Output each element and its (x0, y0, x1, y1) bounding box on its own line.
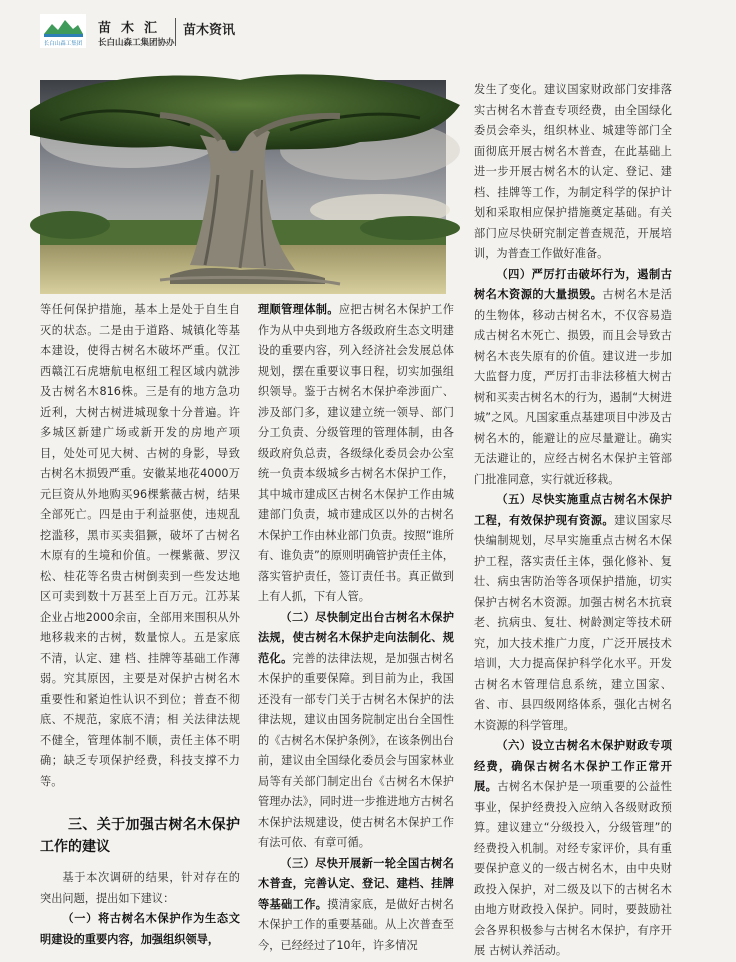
paragraph (474, 265, 672, 491)
paragraph (474, 490, 672, 736)
text-column-2 (258, 300, 454, 956)
paragraph (258, 854, 454, 957)
paragraph (474, 736, 672, 962)
forest-group-logo (40, 14, 86, 48)
section-name: 苗木资讯 (183, 23, 236, 38)
paragraph: 等任何保护措施，基本上是处于自生自灭的状态。二是由于道路、城镇化等基本建设，使得古树名木破坏严重。仅江西赣江石虎塘航电枢纽工程区域内就涉及古树名木816株。三是有的地方急功近利，大树古树进城现象十分普遍。许多城区新建广场或新开发的房地产项目，处处可见大树、古树的身影，导致古树名木损毁严重。安徽某地花4000万元巨资从外地购买96棵紫薇古树，结果全部死亡。四是由于利益驱使，违规乱挖滥移，黑市买卖猖獗，破坏了古树名木原有的生境和价值。一棵紫薇、罗汉松、桂花等名贵古树倒卖到一些发达地区可卖到数十万甚至上百万元。江苏某企业占地2000余亩，全部用来围积从外地移栽来的古树，数量惊人。五是家底不清，认定、建 档、挂牌等基础工作薄弱。究其原因，主要是对保护古树名木重要性和紧迫性认识不到位；普查不彻底、不规范，家底不清；相 关法律法规不健全，管理体制不顺，责任主体不明确；缺乏专项保护经费，科技支撑不力等。 (40, 303, 240, 788)
text-column-3 (474, 80, 672, 962)
bold-lead: （六）设立古树名木保护财政专项经费，确保古树名木保护工作正常开展。 (474, 739, 672, 793)
bold-lead: （二）尽快制定出台古树名木保护法规，使古树名木保护走向法制化、规范化。 (258, 610, 454, 665)
tree-illustration (40, 80, 446, 294)
paragraph-text: 完善的法律法规，是加强古树名木保护的重要保障。到目前为止，我国还没有一部专门关于古树名木保护的法律法规，建议由国务院制定出台全国性的《古树名木保护条例》，在该条例出台前，建议由全国绿化委员会与国家林业局等有关部门制定出台《古树名木保护管理办法》，同时进一步推进地方古树名木保护法规建设，使古树名木保护工作有法可依、有章可循。 (258, 651, 454, 849)
paragraph: 发生了变化。建议国家财政部门安排落实古树名木普查专项经费，由全国绿化委员会牵头，组织林业、城建等部门全面彻底开展古树名木普查，在此基础上进一步开展古树名木的认定、登记、建档、挂牌等工作，为制定科学的保护计划和采取相应保护措施奠定基础。有关部门应尽快研究制定普查规范，开展培训，为普查工作做好准备。 (474, 83, 672, 260)
bold-lead: （一）将古树名木保护作为生态文明建设的重要内容，加强组织领导， (40, 912, 240, 946)
paragraph-text: 摸清家底，是做好古树名木保护工作的重要基础。从上次普查至今，已经经过了10年，许多情况 (258, 897, 454, 952)
page-header (40, 14, 300, 54)
paragraph (258, 608, 454, 854)
text-column-1 (40, 300, 240, 950)
paragraph-text: 应把古树名木保护工作作为从中央到地方各级政府生态文明建设的重要内容，列入经济社会发展总体规划，摆在重要议事日程，切实加强组织领导。鉴于古树名木保护牵涉面广、涉及部门多，建议建立统一领导、部门分工负责、分级管理的管理体制，由各级政府负总责，各级绿化委员会办公室统一负责本级城乡古树名木保护工作，其中城市建成区古树名木保护工作由城建部门负责，城市建成区以外的古树名木保护工作由林业部门负责。按照“谁所有、谁负责”的原则明确管护责任主体，落实管护责任，签订责任书。真正做到上有人抓，下有人管。 (258, 303, 454, 603)
old-tree-photo (40, 80, 446, 294)
paragraph-text: 古树名木保护是一项重要的公益性事业，保护经费投入应纳入各级财政预算。建议建立“分级投入，分级管理”的经费投入机制。对经专家评价，具有重要保护意义的一级古树名木，由中央财政投入保护，对二级及以下的古树名木由地方财政投入保护。同时，要鼓励社会各界积极参与古树名木保护，有序开展 古树认养活动。 (474, 780, 672, 957)
magazine-subtitle: 长白山森工集团协办 (98, 38, 175, 48)
header-divider (175, 18, 176, 46)
bold-lead: 理顺管理体制。 (258, 303, 339, 316)
svg-text:长白山森工集团: 长白山森工集团 (43, 41, 83, 47)
paragraph-text: 建议国家尽快编制规划，尽早实施重点古树名木保护工程，落实责任主体，强化修补、复壮、病虫害防治等各项保护措施，切实 保护古树名木资源。加强古树名木抗衰老、抗病虫、复壮、树龄测定等技术研究，加大技术推广力度，广泛开展技术培训，大力提高保护科学化水平。开发古树名木管理信息系统，建立国家、省、市、县四级网络体系，强化古树名木资源的科学管理。 (474, 513, 672, 732)
paragraph-text: 古树名木是活的生物体，移动古树名木，不仅容易造成古树名木死亡、损毁，而且会导致古树名木丧失原有的价值。建议进一步加大监督力度，严厉打击非法移植大树古树和买卖古树名木的行为，遏制“大树进城”之风。凡国家重点基建项目中涉及古树名木的，能避让的应尽量避让。确实无法避让的，应经古树名木保护主管部门批准同意，实行就近移栽。 (474, 288, 672, 486)
bold-lead: （四）严厉打击破坏行为，遏制古树名木资源的大量损毁。 (474, 267, 672, 301)
paragraph (258, 300, 454, 608)
bold-lead: （五）尽快实施重点古树名木保护工程，有效保护现有资源。 (474, 493, 672, 527)
magazine-name: 苗木汇 (98, 21, 168, 36)
paragraph (40, 909, 240, 950)
section-heading: 三、关于加强古树名木保护工作的建议 (40, 817, 240, 855)
bold-lead: （三）尽快开展新一轮全国古树名木普查，完善认定、登记、建档、挂牌等基础工作。 (258, 856, 454, 911)
paragraph: 基于本次调研的结果，针对存在的突出问题，提出如下建议： (40, 871, 240, 905)
